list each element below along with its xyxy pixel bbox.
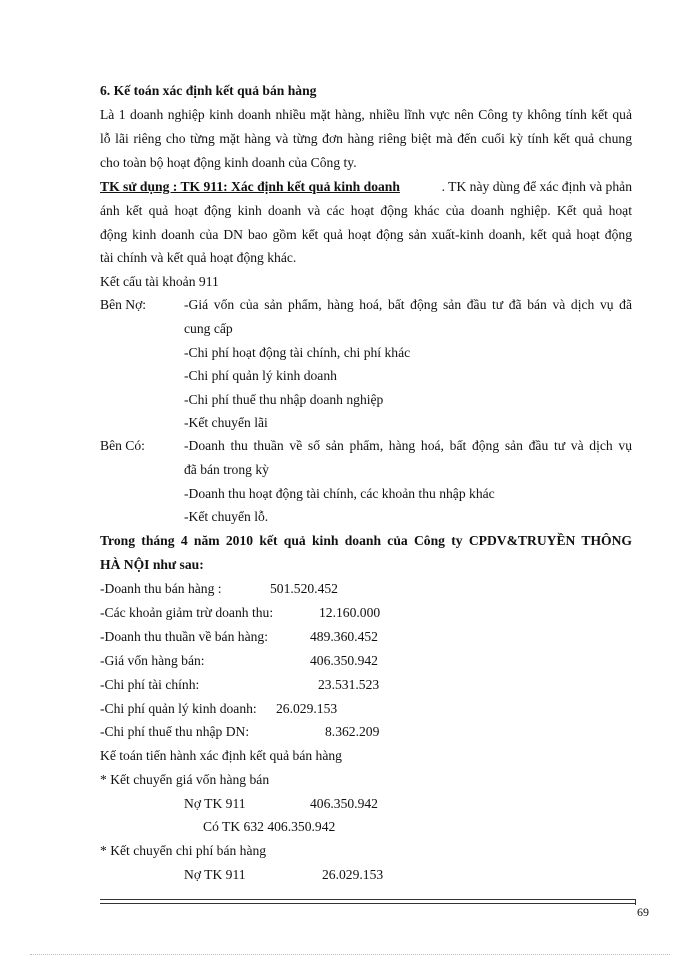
- footer-rule-bottom: [100, 903, 636, 904]
- result-value: 8.362.209: [325, 724, 380, 739]
- intro-line-2: lỗ lãi riêng cho từng mặt hàng và từng đơn hàng riêng biệt mà đến cuối kỳ tính kết quả chung: [100, 131, 632, 146]
- credit-item-2: -Doanh thu hoạt động tài chính, các khoản thu nhập khác: [184, 486, 495, 501]
- section-title: 6. Kế toán xác định kết quả bán hàng: [100, 83, 317, 98]
- result-value: 406.350.942: [310, 653, 378, 668]
- credit-item-3: -Kết chuyển lỗ.: [184, 509, 269, 524]
- result-value: 12.160.000: [319, 605, 381, 620]
- entry-debit-value: 406.350.942: [310, 796, 378, 811]
- entry-title: * Kết chuyển giá vốn hàng bán: [100, 772, 270, 787]
- procedure-intro: Kế toán tiến hành xác định kết quả bán hàng: [100, 748, 342, 763]
- credit-label: Bên Có:: [100, 438, 145, 453]
- debit-item-3: -Chi phí quản lý kinh doanh: [184, 368, 337, 383]
- result-label: -Chi phí thuế thu nhập DN:: [100, 724, 250, 739]
- debit-item-2: -Chi phí hoạt động tài chính, chi phí khác: [184, 345, 411, 360]
- result-value: 23.531.523: [318, 677, 380, 692]
- page-number: 69: [637, 905, 649, 919]
- account-heading: TK sử dụng : TK 911: Xác định kết quả kinh doanh: [100, 179, 400, 194]
- entry-debit-value: 26.029.153: [322, 867, 384, 882]
- result-label: -Doanh thu bán hàng :: [100, 581, 222, 596]
- entry-title: * Kết chuyển chi phí bán hàng: [100, 843, 267, 858]
- entry-credit: Có TK 632 406.350.942: [203, 819, 336, 834]
- account-line-1-rest: . TK này dùng để xác định và phản: [441, 179, 632, 194]
- debit-item-4: -Chi phí thuế thu nhập doanh nghiệp: [184, 392, 384, 407]
- result-value: 26.029.153: [276, 701, 338, 716]
- account-line-3: động kinh doanh của DN bao gồm kết quả hoạt động sản xuất-kinh doanh, kết quả hoạt động: [100, 227, 632, 242]
- result-value: 501.520.452: [270, 581, 338, 596]
- result-label: -Chi phí tài chính:: [100, 677, 200, 692]
- result-label: -Giá vốn hàng bán:: [100, 653, 205, 668]
- debit-label: Bên Nợ:: [100, 297, 147, 312]
- credit-item-1: -Doanh thu thuần về số sản phẩm, hàng hoá, bất động sản đầu tư và dịch vụ: [184, 438, 632, 453]
- entry-debit: Nợ TK 911: [184, 867, 246, 882]
- result-label: -Chi phí quản lý kinh doanh:: [100, 701, 257, 716]
- debit-item-1: -Giá vốn của sản phẩm, hàng hoá, bất động sản đầu tư đã bán và dịch vụ đã: [184, 297, 632, 312]
- result-heading-1: Trong tháng 4 năm 2010 kết quả kinh doanh của Công ty CPDV&TRUYỀN THÔNG: [100, 533, 632, 548]
- debit-item-1-cont: cung cấp: [184, 321, 233, 336]
- account-line-2: ánh kết quả hoạt động kinh doanh và các hoạt động khác của doanh nghiệp. Kết quả hoạt: [100, 203, 632, 218]
- footer-rule-top: [100, 899, 636, 900]
- account-line-1: [100, 178, 632, 196]
- debit-item-5: -Kết chuyển lãi: [184, 415, 268, 430]
- intro-line-3: cho toàn bộ hoạt động kinh doanh của Công ty.: [100, 155, 357, 170]
- page-edge-dotted-line: [30, 954, 670, 955]
- account-line-4: tài chính và kết quả hoạt động khác.: [100, 250, 297, 265]
- footer-rule-end: [635, 899, 636, 905]
- result-label: -Các khoản giảm trừ doanh thu:: [100, 605, 274, 620]
- credit-item-1-cont: đã bán trong kỳ: [184, 462, 269, 477]
- result-value: 489.360.452: [310, 629, 378, 644]
- structure-title: Kết cấu tài khoản 911: [100, 274, 219, 289]
- entry-debit: Nợ TK 911: [184, 796, 246, 811]
- intro-line-1: Là 1 doanh nghiệp kinh doanh nhiều mặt hàng, nhiều lĩnh vực nên Công ty không tính kết quả: [100, 107, 632, 122]
- result-heading-2: HÀ NỘI như sau:: [100, 557, 204, 572]
- result-label: -Doanh thu thuần về bán hàng:: [100, 629, 268, 644]
